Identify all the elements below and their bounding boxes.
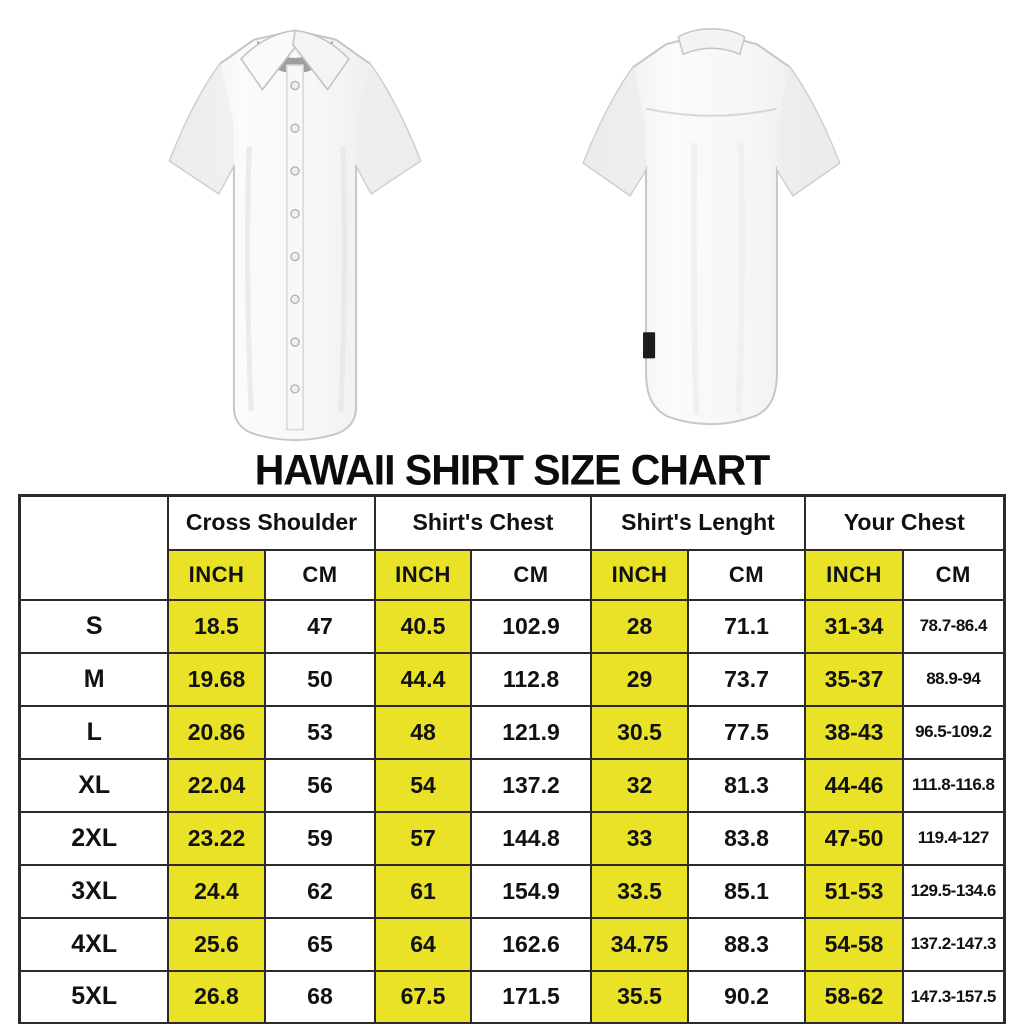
- unit-header-inch: INCH: [591, 550, 688, 600]
- inch-value-cell: 58-62: [805, 971, 903, 1024]
- inch-value-cell: 54: [375, 759, 471, 812]
- cm-value-cell: 171.5: [471, 971, 591, 1024]
- table-row: [20, 759, 1004, 812]
- unit-header-cm: CM: [688, 550, 805, 600]
- corner-cell: [20, 496, 168, 600]
- cm-value-cell: 53: [265, 706, 375, 759]
- table-row: [20, 706, 1004, 759]
- inch-value-cell: 67.5: [375, 971, 471, 1024]
- inch-value-cell: 38-43: [805, 706, 903, 759]
- cm-value-cell: 154.9: [471, 865, 591, 918]
- inch-value-cell: 29: [591, 653, 688, 706]
- inch-value-cell: 18.5: [168, 600, 265, 653]
- table-row: [20, 971, 1004, 1024]
- cm-value-cell: 88.9-94: [903, 653, 1004, 706]
- cm-value-cell: 88.3: [688, 918, 805, 971]
- inch-value-cell: 24.4: [168, 865, 265, 918]
- cm-value-cell: 78.7-86.4: [903, 600, 1004, 653]
- unit-header-row: [20, 550, 1004, 600]
- inch-value-cell: 22.04: [168, 759, 265, 812]
- inch-value-cell: 33: [591, 812, 688, 865]
- unit-header-cm: CM: [471, 550, 591, 600]
- page-title: HAWAII SHIRT SIZE CHART: [254, 446, 770, 494]
- inch-value-cell: 47-50: [805, 812, 903, 865]
- inch-value-cell: 48: [375, 706, 471, 759]
- cm-value-cell: 119.4-127: [903, 812, 1004, 865]
- inch-value-cell: 32: [591, 759, 688, 812]
- cm-value-cell: 121.9: [471, 706, 591, 759]
- cm-value-cell: 129.5-134.6: [903, 865, 1004, 918]
- cm-value-cell: 62: [265, 865, 375, 918]
- unit-header-cm: CM: [265, 550, 375, 600]
- group-header-cross-shoulder: Cross Shoulder: [168, 496, 375, 550]
- cm-value-cell: 65: [265, 918, 375, 971]
- inch-value-cell: 31-34: [805, 600, 903, 653]
- size-label: 4XL: [20, 918, 168, 971]
- inch-value-cell: 33.5: [591, 865, 688, 918]
- cm-value-cell: 96.5-109.2: [903, 706, 1004, 759]
- cm-value-cell: 102.9: [471, 600, 591, 653]
- cm-value-cell: 47: [265, 600, 375, 653]
- shirt-back-image: [543, 12, 881, 440]
- cm-value-cell: 50: [265, 653, 375, 706]
- size-label: L: [20, 706, 168, 759]
- care-tag: [643, 332, 655, 358]
- group-header-shirts-chest: Shirt's Chest: [375, 496, 591, 550]
- cm-value-cell: 90.2: [688, 971, 805, 1024]
- inch-value-cell: 61: [375, 865, 471, 918]
- unit-header-cm: CM: [903, 550, 1004, 600]
- inch-value-cell: 34.75: [591, 918, 688, 971]
- size-label: 3XL: [20, 865, 168, 918]
- cm-value-cell: 137.2-147.3: [903, 918, 1004, 971]
- size-label: 5XL: [20, 971, 168, 1024]
- size-label: 2XL: [20, 812, 168, 865]
- unit-header-inch: INCH: [168, 550, 265, 600]
- inch-value-cell: 35-37: [805, 653, 903, 706]
- size-label: XL: [20, 759, 168, 812]
- size-label: S: [20, 600, 168, 653]
- inch-value-cell: 19.68: [168, 653, 265, 706]
- cm-value-cell: 147.3-157.5: [903, 971, 1004, 1024]
- group-header-shirts-lenght: Shirt's Lenght: [591, 496, 805, 550]
- size-chart-table: [18, 494, 1005, 1024]
- cm-value-cell: 111.8-116.8: [903, 759, 1004, 812]
- table-row: [20, 653, 1004, 706]
- inch-value-cell: 57: [375, 812, 471, 865]
- table-row: [20, 865, 1004, 918]
- inch-value-cell: 25.6: [168, 918, 265, 971]
- inch-value-cell: 35.5: [591, 971, 688, 1024]
- cm-value-cell: 81.3: [688, 759, 805, 812]
- size-label: M: [20, 653, 168, 706]
- unit-header-inch: INCH: [375, 550, 471, 600]
- shirt-photos: [0, 0, 1024, 448]
- inch-value-cell: 44-46: [805, 759, 903, 812]
- cm-value-cell: 56: [265, 759, 375, 812]
- inch-value-cell: 64: [375, 918, 471, 971]
- size-table-body: [20, 600, 1004, 1024]
- inch-value-cell: 26.8: [168, 971, 265, 1024]
- group-header-your-chest: Your Chest: [805, 496, 1004, 550]
- cm-value-cell: 112.8: [471, 653, 591, 706]
- inch-value-cell: 54-58: [805, 918, 903, 971]
- group-header-row: [20, 496, 1004, 550]
- unit-header-inch: INCH: [805, 550, 903, 600]
- cm-value-cell: 137.2: [471, 759, 591, 812]
- cm-value-cell: 144.8: [471, 812, 591, 865]
- cm-value-cell: 73.7: [688, 653, 805, 706]
- table-row: [20, 812, 1004, 865]
- cm-value-cell: 68: [265, 971, 375, 1024]
- inch-value-cell: 23.22: [168, 812, 265, 865]
- inch-value-cell: 30.5: [591, 706, 688, 759]
- cm-value-cell: 71.1: [688, 600, 805, 653]
- inch-value-cell: 20.86: [168, 706, 265, 759]
- cm-value-cell: 59: [265, 812, 375, 865]
- inch-value-cell: 44.4: [375, 653, 471, 706]
- cm-value-cell: 77.5: [688, 706, 805, 759]
- table-row: [20, 918, 1004, 971]
- inch-value-cell: 51-53: [805, 865, 903, 918]
- inch-value-cell: 28: [591, 600, 688, 653]
- shirt-front-image: [126, 4, 464, 452]
- table-row: [20, 600, 1004, 653]
- cm-value-cell: 83.8: [688, 812, 805, 865]
- cm-value-cell: 85.1: [688, 865, 805, 918]
- inch-value-cell: 40.5: [375, 600, 471, 653]
- cm-value-cell: 162.6: [471, 918, 591, 971]
